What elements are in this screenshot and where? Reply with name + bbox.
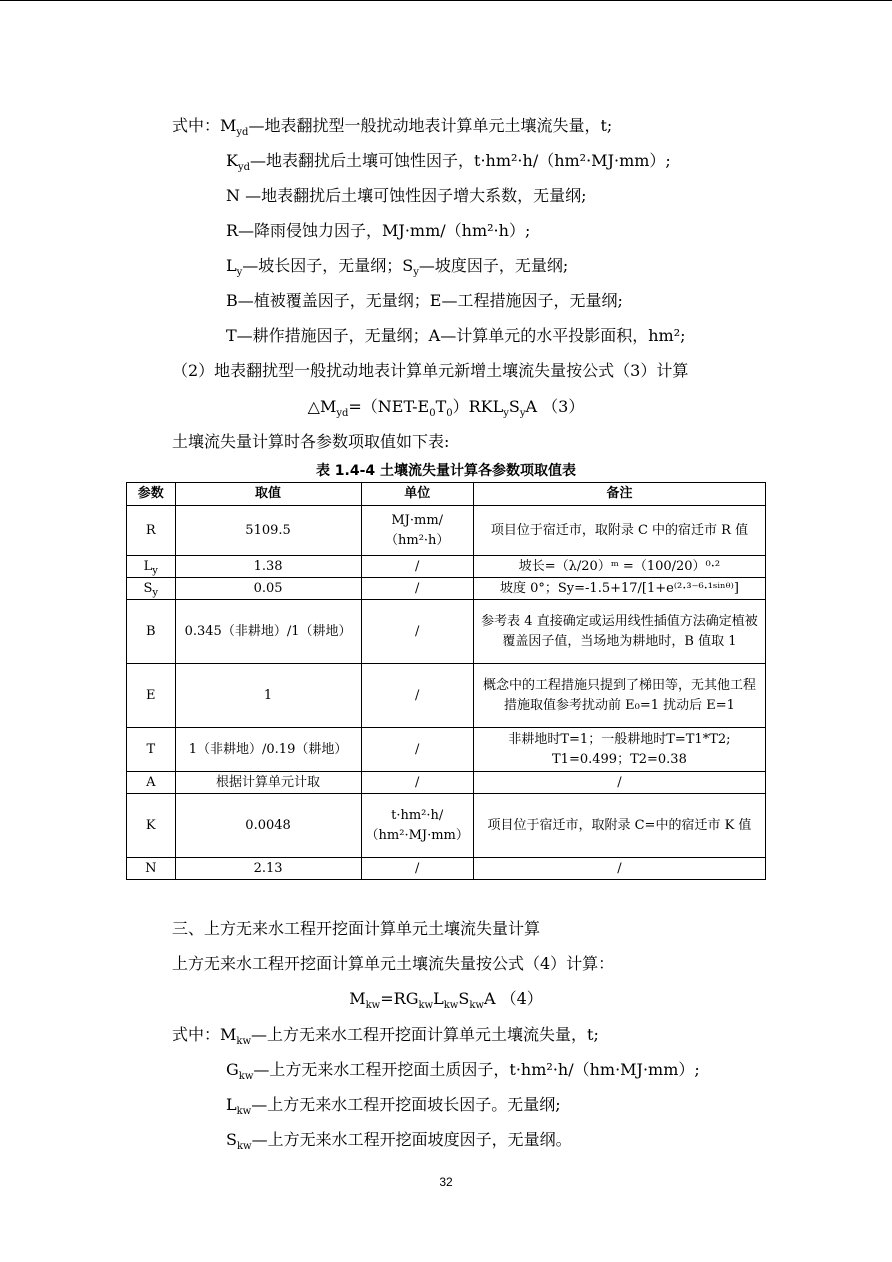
param-cell — [127, 578, 176, 600]
symbol-sub: yd — [236, 127, 249, 139]
formula-part: =（NET-E — [348, 397, 430, 416]
note-cell: 项目位于宿迁市，取附录 C=中的宿迁市 K 值 — [473, 794, 765, 858]
formula-part: S — [508, 397, 520, 416]
param-symbol: K — [145, 817, 156, 833]
symbol: L — [226, 256, 237, 275]
unit-cell: t·hm²·h/（hm²·MJ·mm） — [361, 794, 473, 858]
formula-part: M — [349, 989, 366, 1008]
def-myd — [172, 115, 612, 137]
symbol-sub: kw — [238, 1071, 254, 1083]
param-symbol: B — [146, 623, 156, 639]
param-symbol-sub: y — [152, 587, 159, 599]
header-unit: 单位 — [361, 483, 473, 506]
param-cell — [127, 556, 176, 578]
unit-cell: MJ·mm/（hm²·h） — [361, 506, 473, 556]
def-mkw — [172, 1024, 599, 1046]
formula-sub: kw — [443, 1000, 459, 1012]
formula-sub: yd — [336, 408, 349, 420]
formula-part: =RG — [380, 989, 419, 1008]
def-text: —上方无来水工程开挖面计算单元土壤流失量，t; — [251, 1025, 599, 1044]
table-row — [127, 772, 766, 794]
def-skw — [226, 1129, 572, 1151]
param-cell — [127, 506, 176, 556]
def-prefix: 式中： — [172, 1025, 221, 1044]
def-text: —上方无来水工程开挖面坡长因子。无量纲; — [251, 1095, 561, 1114]
value-cell: 5109.5 — [175, 506, 361, 556]
page-number: 32 — [439, 1175, 453, 1189]
param-cell — [127, 858, 176, 880]
table-intro: 土壤流失量计算时各参数项取值如下表: — [172, 432, 450, 451]
formula-sub: y — [519, 408, 526, 420]
formula-part: △M — [307, 397, 337, 416]
symbol-sub: yd — [237, 162, 251, 174]
formula-part: A （4） — [483, 989, 543, 1008]
param-cell — [127, 794, 176, 858]
symbol: G — [226, 1060, 239, 1079]
table-row — [127, 794, 766, 858]
symbol-sub: kw — [236, 1106, 252, 1118]
table-row — [127, 664, 766, 728]
param-cell — [127, 600, 176, 664]
def-text: —上方无来水工程开挖面土质因子，t·hm²·h/（hm·MJ·mm）; — [253, 1060, 700, 1079]
formula-sub: 0 — [446, 408, 453, 420]
symbol-sub: y — [236, 267, 243, 279]
formula-3 — [0, 396, 892, 418]
param-symbol: T — [146, 741, 156, 757]
table-row — [127, 506, 766, 556]
unit-cell: / — [361, 858, 473, 880]
section-3-title: 三、上方无来水工程开挖面计算单元土壤流失量计算 — [172, 919, 541, 938]
note-cell: / — [473, 772, 765, 794]
formula-sub: kw — [418, 1000, 434, 1012]
formula-sub: y — [503, 408, 509, 420]
value-cell: 根据计算单元计取 — [175, 772, 361, 794]
unit-cell: / — [361, 664, 473, 728]
formula-4 — [0, 988, 892, 1010]
header-param: 参数 — [127, 483, 176, 506]
note-cell: 项目位于宿迁市，取附录 C 中的宿迁市 R 值 — [473, 506, 765, 556]
formula-part: T — [435, 397, 447, 416]
def-text: —地表翻扰后土壤可蚀性因子，t·hm²·h/（hm²·MJ·mm）; — [250, 151, 671, 170]
def-text: —地表翻扰型一般扰动地表计算单元土壤流失量，t; — [248, 116, 613, 135]
note-cell: 参考表 4 直接确定或运用线性插值方法确定植被覆盖因子值，当场地为耕地时，B 值取 1 — [473, 600, 765, 664]
value-cell: 0.05 — [175, 578, 361, 600]
parameter-table — [126, 482, 766, 880]
def-t-a: T—耕作措施因子，无量纲；A—计算单元的水平投影面积，hm²; — [226, 326, 686, 345]
param-symbol: S — [143, 580, 153, 596]
table-row — [127, 858, 766, 880]
paragraph-2: （2）地表翻扰型一般扰动地表计算单元新增土壤流失量按公式（3）计算 — [172, 361, 689, 380]
formula-part: ）RKL — [452, 397, 504, 416]
symbol: K — [226, 151, 238, 170]
symbol-sub: y — [413, 267, 419, 279]
table-row — [127, 600, 766, 664]
symbol: M — [220, 1025, 237, 1044]
unit-cell: / — [361, 578, 473, 600]
formula-sub: kw — [365, 1000, 381, 1012]
unit-cell: / — [361, 772, 473, 794]
table-header-row — [127, 483, 766, 506]
def-r: R—降雨侵蚀力因子，MJ·mm/（hm²·h）; — [226, 221, 531, 240]
value-cell: 2.13 — [175, 858, 361, 880]
table-row — [127, 728, 766, 772]
value-cell: 1（非耕地）/0.19（耕地） — [175, 728, 361, 772]
unit-cell: / — [361, 600, 473, 664]
unit-cell: / — [361, 556, 473, 578]
table-row — [127, 556, 766, 578]
param-symbol-sub: y — [152, 565, 158, 577]
formula-part: A （3） — [525, 397, 585, 416]
def-prefix: 式中： — [172, 116, 221, 135]
def-gkw — [226, 1059, 700, 1081]
formula-sub: kw — [469, 1000, 484, 1012]
note-cell: 非耕地时T=1；一般耕地时T=T1*T2; T1=0.499；T2=0.38 — [473, 728, 765, 772]
def-text: —坡度因子，无量纲; — [418, 256, 569, 275]
def-text: —坡长因子，无量纲； — [242, 256, 403, 275]
param-symbol: E — [146, 687, 156, 703]
header-note: 备注 — [473, 483, 765, 506]
param-cell — [127, 772, 176, 794]
header-value: 取值 — [175, 483, 361, 506]
symbol: M — [220, 116, 237, 135]
symbol: L — [226, 1095, 237, 1114]
symbol-sub: kw — [236, 1036, 252, 1048]
param-cell — [127, 728, 176, 772]
top-border — [0, 0, 892, 1]
value-cell: 1 — [175, 664, 361, 728]
value-cell: 1.38 — [175, 556, 361, 578]
formula-sub: 0 — [429, 408, 436, 420]
formula-part: S — [458, 989, 470, 1008]
symbol: S — [402, 256, 414, 275]
formula-part: L — [433, 989, 444, 1008]
note-cell: 概念中的工程措施只提到了梯田等，无其他工程措施取值参考扰动前 E₀=1 扰动后 E=1 — [473, 664, 765, 728]
section-3-intro: 上方无来水工程开挖面计算单元土壤流失量按公式（4）计算： — [172, 954, 615, 973]
symbol-sub: kw — [236, 1141, 252, 1153]
value-cell: 0.345（非耕地）/1（耕地） — [175, 600, 361, 664]
def-lkw — [226, 1094, 561, 1116]
def-ly-sy — [226, 255, 568, 277]
param-symbol: L — [143, 558, 153, 574]
unit-cell: / — [361, 728, 473, 772]
param-symbol: A — [146, 774, 156, 790]
def-text: —上方无来水工程开挖面坡度因子，无量纲。 — [251, 1130, 572, 1149]
table-row — [127, 578, 766, 600]
def-n: N —地表翻扰后土壤可蚀性因子增大系数，无量纲; — [226, 186, 587, 205]
param-symbol: R — [145, 522, 156, 538]
note-cell: / — [473, 858, 765, 880]
symbol: S — [226, 1130, 237, 1149]
note-cell: 坡长=（λ/20）ᵐ =（100/20）⁰·² — [473, 556, 765, 578]
param-cell — [127, 664, 176, 728]
note-cell: 坡度 0°；Sy=-1.5+17/[1+e⁽²·³⁻⁶·¹ˢⁱⁿᶿ⁾] — [473, 578, 765, 600]
def-b-e: B—植被覆盖因子，无量纲；E—工程措施因子，无量纲; — [226, 291, 623, 310]
def-kyd — [226, 150, 671, 172]
value-cell: 0.0048 — [175, 794, 361, 858]
param-symbol: N — [145, 860, 157, 876]
table-caption: 表 1.4-4 土壤流失量计算各参数项取值表 — [315, 463, 577, 479]
